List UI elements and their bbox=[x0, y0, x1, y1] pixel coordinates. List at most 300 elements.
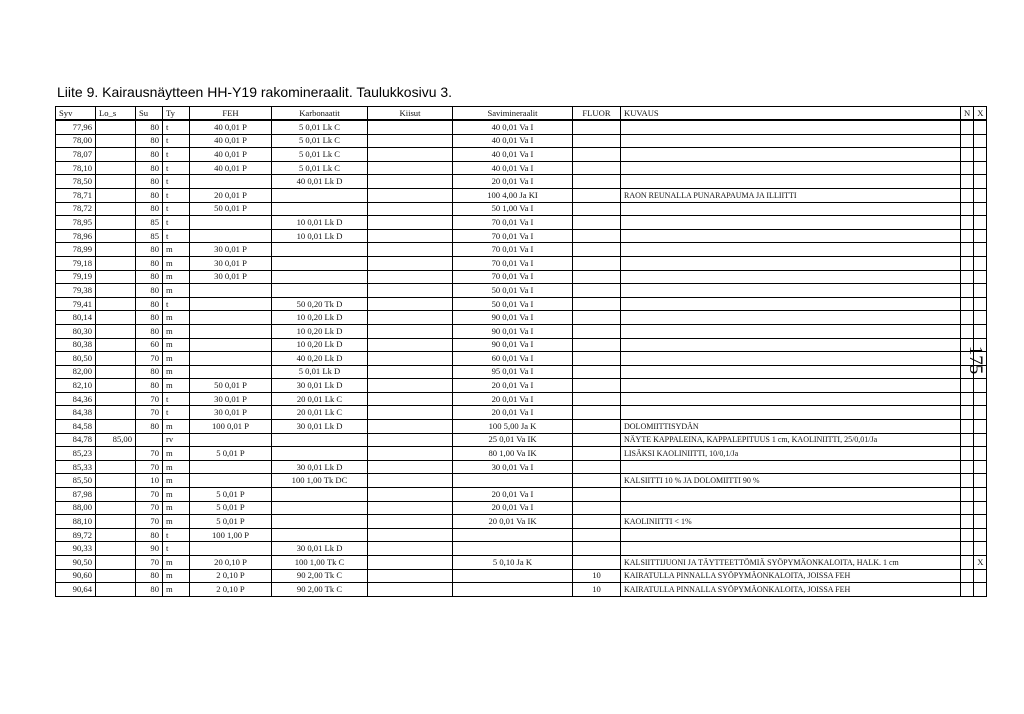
cell-lo-s bbox=[96, 460, 136, 474]
cell-n bbox=[961, 175, 974, 189]
cell-fluor bbox=[573, 352, 621, 366]
table-row bbox=[56, 148, 987, 162]
cell-syv: 84,36 bbox=[56, 392, 96, 406]
cell-karbonaatit bbox=[272, 515, 368, 529]
cell-x bbox=[974, 297, 987, 311]
cell-su: 80 bbox=[136, 365, 163, 379]
cell-savimineraalit bbox=[453, 474, 573, 488]
cell-kiisut bbox=[368, 338, 453, 352]
cell-syv: 78,07 bbox=[56, 148, 96, 162]
cell-ty: t bbox=[163, 161, 190, 175]
cell-x bbox=[974, 542, 987, 556]
cell-su: 70 bbox=[136, 447, 163, 461]
cell-karbonaatit: 90 2,00 Tk C bbox=[272, 569, 368, 583]
cell-lo-s bbox=[96, 556, 136, 570]
cell-x bbox=[974, 474, 987, 488]
cell-lo-s bbox=[96, 216, 136, 230]
cell-lo-s bbox=[96, 324, 136, 338]
cell-syv: 90,64 bbox=[56, 583, 96, 597]
cell-karbonaatit: 5 0,01 Lk C bbox=[272, 148, 368, 162]
cell-lo-s bbox=[96, 243, 136, 257]
cell-kiisut bbox=[368, 460, 453, 474]
cell-kuvaus bbox=[621, 148, 961, 162]
cell-kiisut bbox=[368, 352, 453, 366]
cell-kuvaus: KAIRATULLA PINNALLA SYÖPYMÄONKALOITA, JOISSA FEH bbox=[621, 569, 961, 583]
cell-kiisut bbox=[368, 406, 453, 420]
cell-kuvaus: KALSIITTIJUONI JA TÄYTTEETTÖMIÄ SYÖPYMÄONKALOITA, HALK. 1 cm bbox=[621, 556, 961, 570]
table-row bbox=[56, 392, 987, 406]
cell-su: 80 bbox=[136, 243, 163, 257]
cell-fluor bbox=[573, 188, 621, 202]
cell-n bbox=[961, 161, 974, 175]
cell-feh: 2 0,10 P bbox=[190, 583, 272, 597]
cell-ty: m bbox=[163, 256, 190, 270]
cell-fluor bbox=[573, 284, 621, 298]
cell-su: 70 bbox=[136, 352, 163, 366]
cell-fluor: 10 bbox=[573, 569, 621, 583]
cell-lo-s bbox=[96, 569, 136, 583]
cell-ty: m bbox=[163, 501, 190, 515]
cell-su: 80 bbox=[136, 120, 163, 134]
cell-karbonaatit bbox=[272, 256, 368, 270]
cell-feh: 40 0,01 P bbox=[190, 161, 272, 175]
cell-ty: m bbox=[163, 515, 190, 529]
cell-syv: 82,00 bbox=[56, 365, 96, 379]
cell-syv: 77,96 bbox=[56, 120, 96, 134]
cell-n bbox=[961, 583, 974, 597]
cell-savimineraalit bbox=[453, 569, 573, 583]
cell-ty: m bbox=[163, 447, 190, 461]
cell-n bbox=[961, 297, 974, 311]
cell-kiisut bbox=[368, 420, 453, 434]
cell-feh bbox=[190, 542, 272, 556]
cell-syv: 78,50 bbox=[56, 175, 96, 189]
cell-kuvaus bbox=[621, 256, 961, 270]
cell-su: 80 bbox=[136, 134, 163, 148]
table-row bbox=[56, 474, 987, 488]
cell-feh: 100 0,01 P bbox=[190, 420, 272, 434]
cell-lo-s bbox=[96, 365, 136, 379]
cell-fluor bbox=[573, 379, 621, 393]
mineral-table bbox=[55, 106, 987, 597]
cell-ty: m bbox=[163, 379, 190, 393]
table-row bbox=[56, 229, 987, 243]
cell-kiisut bbox=[368, 270, 453, 284]
cell-lo-s bbox=[96, 406, 136, 420]
cell-karbonaatit: 5 0,01 Lk D bbox=[272, 365, 368, 379]
cell-n bbox=[961, 433, 974, 447]
cell-syv: 89,72 bbox=[56, 528, 96, 542]
cell-feh: 20 0,01 P bbox=[190, 188, 272, 202]
cell-kiisut bbox=[368, 311, 453, 325]
cell-feh bbox=[190, 433, 272, 447]
cell-feh bbox=[190, 365, 272, 379]
cell-savimineraalit: 90 0,01 Va I bbox=[453, 311, 573, 325]
cell-karbonaatit: 30 0,01 Lk D bbox=[272, 460, 368, 474]
cell-fluor bbox=[573, 120, 621, 134]
cell-kiisut bbox=[368, 148, 453, 162]
table-row bbox=[56, 460, 987, 474]
cell-karbonaatit bbox=[272, 528, 368, 542]
cell-x bbox=[974, 365, 987, 379]
table-row bbox=[56, 569, 987, 583]
cell-ty: t bbox=[163, 148, 190, 162]
table-row bbox=[56, 365, 987, 379]
header-su: Su bbox=[136, 107, 163, 121]
cell-ty: m bbox=[163, 352, 190, 366]
cell-feh bbox=[190, 460, 272, 474]
cell-karbonaatit: 10 0,20 Lk D bbox=[272, 324, 368, 338]
cell-kuvaus: DOLOMIITTISYDÄN bbox=[621, 420, 961, 434]
header-savimineraalit: Savimineraalit bbox=[453, 107, 573, 121]
cell-kuvaus: NÄYTE KAPPALEINA, KAPPALEPITUUS 1 cm, KAOLINIITTI, 25/0,01/Ja bbox=[621, 433, 961, 447]
cell-lo-s bbox=[96, 515, 136, 529]
cell-ty: m bbox=[163, 270, 190, 284]
cell-su: 80 bbox=[136, 583, 163, 597]
cell-lo-s bbox=[96, 175, 136, 189]
cell-kuvaus bbox=[621, 270, 961, 284]
cell-fluor bbox=[573, 297, 621, 311]
cell-savimineraalit: 95 0,01 Va I bbox=[453, 365, 573, 379]
cell-x bbox=[974, 352, 987, 366]
cell-su: 80 bbox=[136, 202, 163, 216]
cell-kuvaus bbox=[621, 175, 961, 189]
cell-karbonaatit: 5 0,01 Lk C bbox=[272, 120, 368, 134]
cell-fluor bbox=[573, 175, 621, 189]
cell-karbonaatit: 5 0,01 Lk C bbox=[272, 161, 368, 175]
cell-karbonaatit: 100 1,00 Tk DC bbox=[272, 474, 368, 488]
cell-feh: 20 0,10 P bbox=[190, 556, 272, 570]
cell-ty: m bbox=[163, 474, 190, 488]
cell-kiisut bbox=[368, 243, 453, 257]
cell-ty: m bbox=[163, 284, 190, 298]
cell-kiisut bbox=[368, 324, 453, 338]
cell-su: 90 bbox=[136, 542, 163, 556]
cell-ty: rv bbox=[163, 433, 190, 447]
cell-syv: 78,95 bbox=[56, 216, 96, 230]
cell-kiisut bbox=[368, 188, 453, 202]
cell-x bbox=[974, 148, 987, 162]
cell-savimineraalit: 30 0,01 Va I bbox=[453, 460, 573, 474]
cell-ty: m bbox=[163, 556, 190, 570]
cell-x bbox=[974, 120, 987, 134]
cell-karbonaatit: 30 0,01 Lk D bbox=[272, 542, 368, 556]
cell-syv: 78,71 bbox=[56, 188, 96, 202]
cell-kiisut bbox=[368, 120, 453, 134]
cell-ty: m bbox=[163, 311, 190, 325]
cell-n bbox=[961, 284, 974, 298]
table-row bbox=[56, 161, 987, 175]
cell-ty: m bbox=[163, 365, 190, 379]
cell-kiisut bbox=[368, 501, 453, 515]
cell-x bbox=[974, 284, 987, 298]
cell-n bbox=[961, 338, 974, 352]
cell-x bbox=[974, 243, 987, 257]
cell-lo-s bbox=[96, 256, 136, 270]
table-row bbox=[56, 447, 987, 461]
cell-x bbox=[974, 392, 987, 406]
cell-syv: 78,99 bbox=[56, 243, 96, 257]
table-body bbox=[56, 120, 987, 596]
cell-fluor bbox=[573, 202, 621, 216]
cell-x bbox=[974, 447, 987, 461]
cell-kuvaus bbox=[621, 134, 961, 148]
cell-kuvaus bbox=[621, 501, 961, 515]
cell-n bbox=[961, 406, 974, 420]
cell-lo-s bbox=[96, 148, 136, 162]
cell-kuvaus bbox=[621, 379, 961, 393]
cell-savimineraalit: 60 0,01 Va I bbox=[453, 352, 573, 366]
cell-su: 80 bbox=[136, 270, 163, 284]
cell-kuvaus bbox=[621, 324, 961, 338]
cell-su: 70 bbox=[136, 556, 163, 570]
cell-syv: 84,78 bbox=[56, 433, 96, 447]
cell-karbonaatit: 20 0,01 Lk C bbox=[272, 406, 368, 420]
cell-savimineraalit: 20 0,01 Va I bbox=[453, 501, 573, 515]
cell-x bbox=[974, 583, 987, 597]
cell-su: 80 bbox=[136, 256, 163, 270]
cell-syv: 78,96 bbox=[56, 229, 96, 243]
cell-syv: 87,98 bbox=[56, 488, 96, 502]
cell-su: 80 bbox=[136, 188, 163, 202]
cell-n bbox=[961, 365, 974, 379]
cell-savimineraalit: 20 0,01 Va I bbox=[453, 488, 573, 502]
cell-lo-s bbox=[96, 188, 136, 202]
cell-ty: m bbox=[163, 583, 190, 597]
cell-fluor bbox=[573, 216, 621, 230]
cell-kiisut bbox=[368, 542, 453, 556]
cell-kuvaus bbox=[621, 460, 961, 474]
cell-su: 80 bbox=[136, 297, 163, 311]
cell-n bbox=[961, 528, 974, 542]
cell-karbonaatit bbox=[272, 501, 368, 515]
table-row bbox=[56, 297, 987, 311]
cell-kiisut bbox=[368, 134, 453, 148]
cell-savimineraalit: 20 0,01 Va I bbox=[453, 392, 573, 406]
cell-feh bbox=[190, 216, 272, 230]
cell-syv: 88,00 bbox=[56, 501, 96, 515]
cell-karbonaatit: 10 0,20 Lk D bbox=[272, 338, 368, 352]
cell-fluor bbox=[573, 161, 621, 175]
cell-feh: 50 0,01 P bbox=[190, 379, 272, 393]
cell-feh: 50 0,01 P bbox=[190, 202, 272, 216]
cell-syv: 79,41 bbox=[56, 297, 96, 311]
cell-savimineraalit: 100 4,00 Ja KI bbox=[453, 188, 573, 202]
cell-n bbox=[961, 229, 974, 243]
cell-lo-s bbox=[96, 474, 136, 488]
table-row bbox=[56, 243, 987, 257]
cell-x bbox=[974, 460, 987, 474]
cell-karbonaatit: 5 0,01 Lk C bbox=[272, 134, 368, 148]
header-kiisut: Kiisut bbox=[368, 107, 453, 121]
cell-kuvaus bbox=[621, 365, 961, 379]
cell-fluor: 10 bbox=[573, 583, 621, 597]
cell-syv: 84,58 bbox=[56, 420, 96, 434]
table-row bbox=[56, 433, 987, 447]
cell-x bbox=[974, 202, 987, 216]
cell-savimineraalit bbox=[453, 528, 573, 542]
cell-feh bbox=[190, 338, 272, 352]
cell-x bbox=[974, 488, 987, 502]
cell-n bbox=[961, 243, 974, 257]
cell-kuvaus: KALSIITTI 10 % JA DOLOMIITTI 90 % bbox=[621, 474, 961, 488]
cell-ty: t bbox=[163, 120, 190, 134]
cell-savimineraalit: 50 0,01 Va I bbox=[453, 297, 573, 311]
table-row bbox=[56, 202, 987, 216]
cell-karbonaatit: 50 0,20 Tk D bbox=[272, 297, 368, 311]
cell-ty: m bbox=[163, 569, 190, 583]
cell-karbonaatit bbox=[272, 284, 368, 298]
cell-kuvaus bbox=[621, 243, 961, 257]
cell-fluor bbox=[573, 528, 621, 542]
cell-savimineraalit: 25 0,01 Va IK bbox=[453, 433, 573, 447]
cell-su: 80 bbox=[136, 311, 163, 325]
cell-karbonaatit bbox=[272, 447, 368, 461]
cell-n bbox=[961, 447, 974, 461]
cell-kuvaus bbox=[621, 202, 961, 216]
cell-lo-s bbox=[96, 392, 136, 406]
cell-savimineraalit: 90 0,01 Va I bbox=[453, 324, 573, 338]
cell-savimineraalit bbox=[453, 542, 573, 556]
cell-ty: m bbox=[163, 243, 190, 257]
cell-feh bbox=[190, 229, 272, 243]
cell-kiisut bbox=[368, 216, 453, 230]
cell-syv: 82,10 bbox=[56, 379, 96, 393]
cell-syv: 90,33 bbox=[56, 542, 96, 556]
cell-kiisut bbox=[368, 161, 453, 175]
cell-ty: t bbox=[163, 392, 190, 406]
cell-fluor bbox=[573, 501, 621, 515]
cell-karbonaatit bbox=[272, 188, 368, 202]
cell-x bbox=[974, 229, 987, 243]
table-row bbox=[56, 216, 987, 230]
cell-kiisut bbox=[368, 528, 453, 542]
cell-feh bbox=[190, 352, 272, 366]
cell-x bbox=[974, 256, 987, 270]
cell-karbonaatit bbox=[272, 488, 368, 502]
cell-syv: 84,38 bbox=[56, 406, 96, 420]
cell-su: 70 bbox=[136, 501, 163, 515]
cell-n bbox=[961, 569, 974, 583]
cell-ty: t bbox=[163, 297, 190, 311]
cell-syv: 90,60 bbox=[56, 569, 96, 583]
cell-su: 80 bbox=[136, 528, 163, 542]
cell-syv: 80,50 bbox=[56, 352, 96, 366]
cell-karbonaatit: 40 0,01 Lk D bbox=[272, 175, 368, 189]
cell-ty: m bbox=[163, 420, 190, 434]
cell-feh: 5 0,01 P bbox=[190, 488, 272, 502]
header-fluor: FLUOR bbox=[573, 107, 621, 121]
table-row bbox=[56, 556, 987, 570]
cell-x bbox=[974, 161, 987, 175]
cell-x bbox=[974, 569, 987, 583]
cell-fluor bbox=[573, 460, 621, 474]
cell-kiisut bbox=[368, 256, 453, 270]
cell-fluor bbox=[573, 365, 621, 379]
cell-karbonaatit bbox=[272, 433, 368, 447]
cell-kiisut bbox=[368, 569, 453, 583]
cell-savimineraalit: 70 0,01 Va I bbox=[453, 229, 573, 243]
cell-karbonaatit: 10 0,01 Lk D bbox=[272, 216, 368, 230]
cell-fluor bbox=[573, 311, 621, 325]
cell-su: 80 bbox=[136, 379, 163, 393]
cell-kuvaus bbox=[621, 488, 961, 502]
table-row bbox=[56, 501, 987, 515]
cell-feh: 30 0,01 P bbox=[190, 256, 272, 270]
cell-fluor bbox=[573, 324, 621, 338]
cell-feh: 30 0,01 P bbox=[190, 392, 272, 406]
cell-ty: t bbox=[163, 175, 190, 189]
cell-feh: 30 0,01 P bbox=[190, 406, 272, 420]
cell-kiisut bbox=[368, 583, 453, 597]
header-kuvaus: KUVAUS bbox=[621, 107, 961, 121]
cell-su: 70 bbox=[136, 460, 163, 474]
cell-ty: t bbox=[163, 542, 190, 556]
cell-n bbox=[961, 488, 974, 502]
cell-x bbox=[974, 188, 987, 202]
table-row bbox=[56, 284, 987, 298]
header-n: N bbox=[961, 107, 974, 121]
cell-lo-s bbox=[96, 352, 136, 366]
cell-lo-s bbox=[96, 420, 136, 434]
cell-kiisut bbox=[368, 229, 453, 243]
cell-lo-s bbox=[96, 161, 136, 175]
cell-savimineraalit: 70 0,01 Va I bbox=[453, 270, 573, 284]
cell-kiisut bbox=[368, 284, 453, 298]
cell-feh bbox=[190, 284, 272, 298]
cell-x bbox=[974, 433, 987, 447]
cell-lo-s bbox=[96, 583, 136, 597]
cell-fluor bbox=[573, 474, 621, 488]
cell-syv: 78,00 bbox=[56, 134, 96, 148]
cell-fluor bbox=[573, 420, 621, 434]
cell-karbonaatit: 10 0,20 Lk D bbox=[272, 311, 368, 325]
table-row bbox=[56, 311, 987, 325]
cell-lo-s bbox=[96, 488, 136, 502]
cell-su: 70 bbox=[136, 515, 163, 529]
cell-x bbox=[974, 270, 987, 284]
cell-feh bbox=[190, 175, 272, 189]
cell-fluor bbox=[573, 542, 621, 556]
table-row bbox=[56, 583, 987, 597]
cell-lo-s bbox=[96, 528, 136, 542]
cell-kuvaus: LISÄKSI KAOLINIITTI, 10/0,1/Ja bbox=[621, 447, 961, 461]
table-row bbox=[56, 542, 987, 556]
cell-n bbox=[961, 515, 974, 529]
cell-savimineraalit: 5 0,10 Ja K bbox=[453, 556, 573, 570]
cell-lo-s bbox=[96, 202, 136, 216]
cell-savimineraalit: 40 0,01 Va I bbox=[453, 148, 573, 162]
cell-su: 80 bbox=[136, 148, 163, 162]
cell-lo-s bbox=[96, 229, 136, 243]
cell-su: 80 bbox=[136, 324, 163, 338]
cell-x bbox=[974, 338, 987, 352]
cell-su bbox=[136, 433, 163, 447]
cell-kiisut bbox=[368, 392, 453, 406]
table-row bbox=[56, 256, 987, 270]
cell-ty: t bbox=[163, 229, 190, 243]
table-row bbox=[56, 338, 987, 352]
cell-lo-s bbox=[96, 270, 136, 284]
table-row bbox=[56, 488, 987, 502]
cell-kiisut bbox=[368, 488, 453, 502]
cell-karbonaatit: 100 1,00 Tk C bbox=[272, 556, 368, 570]
table-row bbox=[56, 515, 987, 529]
cell-fluor bbox=[573, 243, 621, 257]
cell-n bbox=[961, 324, 974, 338]
cell-su: 80 bbox=[136, 569, 163, 583]
cell-kuvaus: RAON REUNALLA PUNARAPAUMA JA ILLIITTI bbox=[621, 188, 961, 202]
